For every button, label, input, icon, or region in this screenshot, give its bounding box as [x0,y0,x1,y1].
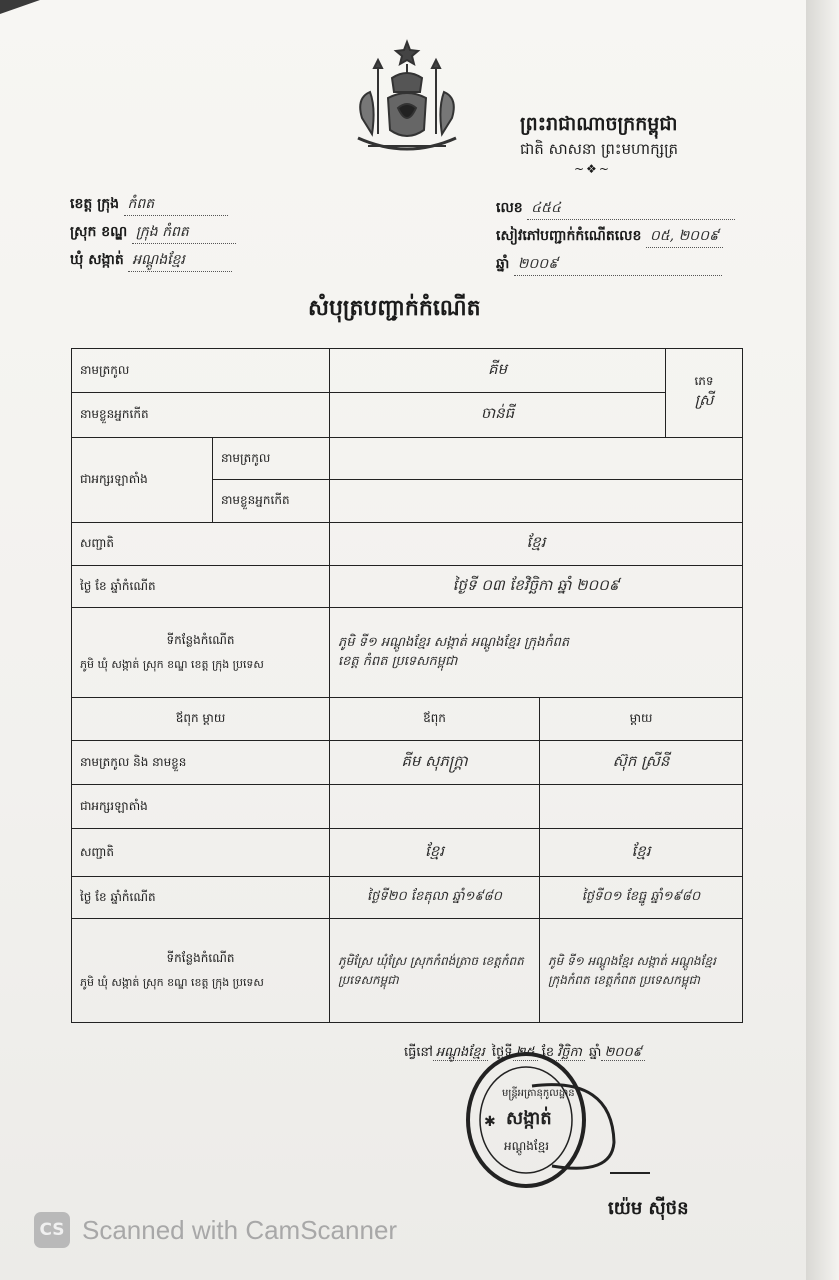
year-value: ២០០៩ [514,254,722,276]
mother-pob: ភូមិ ទី១ អណ្ដូងខ្មែរ សង្កាត់ អណ្ដូងខ្មែរ ក្រុងកំពត ខេត្តកំពត ប្រទេសកម្ពុជា [540,919,743,1023]
issue-day-value: ២៥ [513,1045,538,1061]
pob-value-cell [330,608,743,698]
parents-nationality-row [72,829,743,877]
birth-certificate-table [71,348,743,1023]
mother-label: ម្ដាយ [540,698,743,741]
latin-given-label: នាមខ្លួនអ្នកកើត [213,480,330,523]
surname-label: នាមត្រកូល [72,349,330,393]
page-corner [0,0,40,14]
surname-value: គីម [330,349,666,393]
mother-nationality: ខ្មែរ [540,829,743,877]
pob-label: ទីកន្លែងកំណើត [166,632,235,647]
parents-dob-label: ថ្ងៃ ខែ ឆ្នាំកំណើត [72,877,330,919]
national-motto: ជាតិ សាសនា ព្រះមហាក្សត្រ [520,140,679,158]
signature-stroke [610,1172,650,1174]
nationality-label: សញ្ជាតិ [72,523,330,566]
pob-value-line1: ភូមិ ទី១ អណ្ដូងខ្មែរ សង្កាត់ អណ្ដូងខ្មែរ ក្រុងកំពត [338,634,570,650]
father-label: ឪពុក [330,698,540,741]
signatory-name: យ៉េម សុីថន [608,1198,689,1219]
issue-day-label: ថ្ងៃទី [491,1045,513,1060]
svg-text:✱: ✱ [484,1114,496,1130]
issue-month-label: ខែ [541,1045,555,1060]
latin-label: ជាអក្សរឡាតាំង [72,438,213,523]
parents-latin-row [72,785,743,829]
given-name-value: ចាន់ធី [330,393,666,438]
province-label: ខេត្ត ក្រុង [70,196,120,212]
issue-year-label: ឆ្នាំ [589,1045,602,1060]
dob-value: ថ្ងៃទី ០៣ ខែវិច្ឆិកា ឆ្នាំ ២០០៩ [330,566,743,608]
pob-label-cell [72,608,330,698]
parents-label: ឪពុក ម្ដាយ [72,698,330,741]
royal-emblem-icon [348,38,466,160]
sex-value: ស្រី [694,391,714,409]
province-field [70,194,228,216]
sex-label: ភេទ [694,374,714,388]
dob-row [72,566,743,608]
year-field [496,254,722,276]
commune-label: ឃុំ សង្កាត់ [70,252,124,268]
sex-cell [666,349,743,438]
motto-flourish: ~❖~ [574,162,611,176]
stamp-line1: មន្ត្រីអត្រានុកូលដ្ឋាន [502,1088,575,1099]
given-name-row [72,393,743,438]
camscanner-watermark [34,1212,397,1248]
document-title: សំបុត្របញ្ជាក់កំណើត [308,296,481,321]
commune-field [70,250,232,272]
register-number-label: លេខ [496,200,523,216]
father-name: គីម សុភក្ត្រា [330,741,540,785]
parents-latin-label: ជាអក្សរឡាតាំង [72,785,330,829]
stamp-line2: សង្កាត់ [506,1108,552,1129]
parents-pob-label-cell [72,919,330,1023]
parents-names-row [72,741,743,785]
book-number-field [496,226,723,248]
parents-pob-label: ទីកន្លែងកំណើត [166,950,235,965]
dob-label: ថ្ងៃ ខែ ឆ្នាំកំណើត [72,566,330,608]
camscanner-text: Scanned with CamScanner [82,1214,398,1245]
book-number-label: សៀវភៅបញ្ជាក់កំណើតលេខ [496,228,642,244]
register-number-value: ៤៥៤ [527,198,735,220]
stamp-line3: អណ្ដូងខ្មែរ [504,1139,550,1153]
official-stamp-icon [462,1046,620,1194]
parents-nationality-label: សញ្ជាតិ [72,829,330,877]
pob-row [72,608,743,698]
issue-at-value: អណ្ដូងខ្មែរ [433,1045,488,1061]
latin-surname-label: នាមត្រកូល [213,438,330,480]
book-number-value: ០៥, ២០០៩ [646,226,723,248]
latin-surname-value [330,438,743,480]
mother-name: ស៊ុក ស្រីនី [540,741,743,785]
parents-pob-sublabel: ភូមិ ឃុំ សង្កាត់ ស្រុក ខណ្ឌ ខេត្ត ក្រុង ប្រទេស [80,975,264,989]
given-name-label: នាមខ្លួនអ្នកកើត [72,393,330,438]
scan-edge-shadow [806,0,839,1280]
latin-given-value [330,480,743,523]
province-value: កំពត [124,194,228,216]
parents-dob-row [72,877,743,919]
mother-dob: ថ្ងៃទី០១ ខែធ្នូ ឆ្នាំ១៩៨០ [540,877,743,919]
pob-sublabel: ភូមិ ឃុំ សង្កាត់ ស្រុក ខណ្ឌ ខេត្ត ក្រុង ប្រទេស [80,657,264,671]
parents-pob-row [72,919,743,1023]
year-label: ឆ្នាំ [496,256,510,272]
register-number-field [496,198,735,220]
father-latin-value [330,785,540,829]
latin-surname-row [72,438,743,480]
kingdom-title: ព្រះរាជាណាចក្រកម្ពុជា [520,113,678,135]
father-pob: ភូមិស្រែ ឃុំស្រែ ស្រុកកំពង់ត្រាច ខេត្តកំពត ប្រទេសកម្ពុជា [330,919,540,1023]
camscanner-logo-icon: CS [34,1212,70,1248]
district-field [70,222,236,244]
parents-header-row [72,698,743,741]
nationality-row [72,523,743,566]
mother-latin-value [540,785,743,829]
district-label: ស្រុក ខណ្ឌ [70,224,128,240]
nationality-value: ខ្មែរ [330,523,743,566]
pob-value-line2: ខេត្ត កំពត ប្រទេសកម្ពុជា [338,653,458,669]
father-dob: ថ្ងៃទី២០ ខែតុលា ឆ្នាំ១៩៨០ [330,877,540,919]
parents-names-label: នាមត្រកូល និង នាមខ្លួន [72,741,330,785]
issue-at-label: ធ្វើនៅ [404,1045,433,1060]
father-nationality: ខ្មែរ [330,829,540,877]
issue-month-value: វិច្ឆិកា [554,1045,585,1061]
commune-value: អណ្ដូងខ្មែរ [128,250,232,272]
surname-row [72,349,743,393]
issue-year-value: ២០០៩ [601,1045,644,1061]
district-value: ក្រុង កំពត [132,222,236,244]
